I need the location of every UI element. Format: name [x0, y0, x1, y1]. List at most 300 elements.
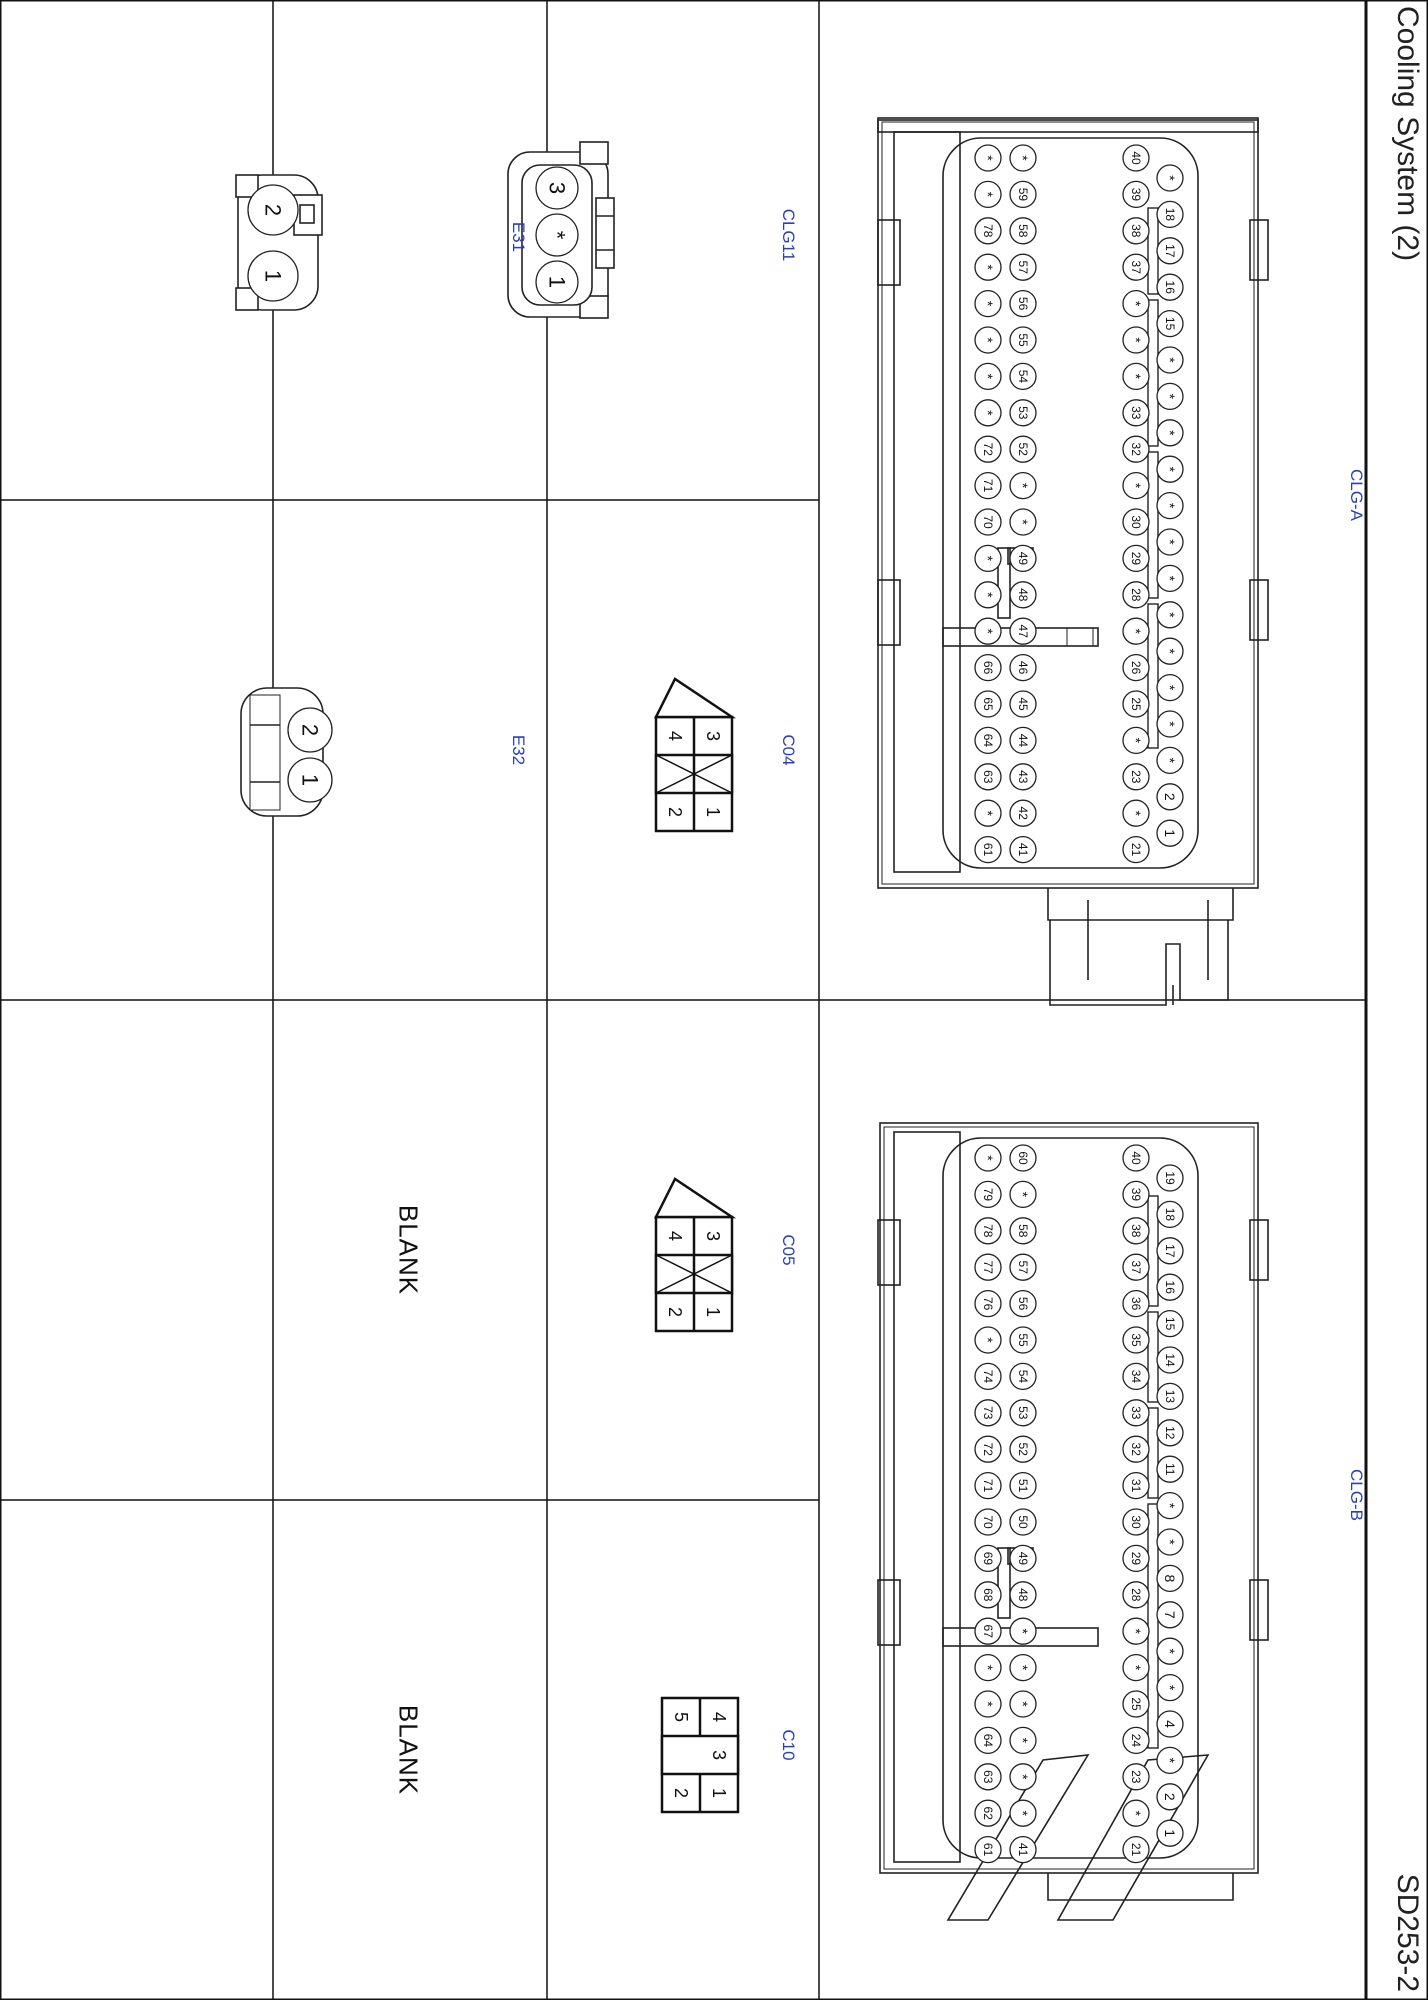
clg-a-pin-row3-19-label: *: [1015, 155, 1031, 161]
clg-a-slot-3: [1148, 452, 1158, 598]
clg-a-pin-row3-18-label: 59: [1016, 187, 1030, 202]
clg-a-pin-row3-15: [1010, 291, 1036, 317]
clg-b-pin-row4-10-label: 71: [981, 1478, 995, 1493]
clg-b-pin-row2-11: [1123, 1436, 1149, 1462]
clg-b-pin-row4-5-label: *: [980, 1664, 996, 1671]
e32-pin-1: [288, 708, 332, 752]
clg-b-pin-row1-1-label: 2: [1162, 1792, 1178, 1801]
clg-b-pin-row3-13-label: 54: [1016, 1369, 1030, 1384]
clg-b-pin-row1-17-label: 18: [1163, 1207, 1177, 1222]
c05-label: C05: [779, 1234, 798, 1266]
clg-a-pin-row3-0: [1010, 837, 1036, 863]
clg-a-pin-row4-7-label: *: [980, 592, 996, 598]
clg-b-tab-left: [1250, 1220, 1268, 1280]
clg-a-pin-row4-3: [975, 727, 1001, 753]
clg-b-pin-row1-4: [1157, 1675, 1183, 1701]
clg-a-pin-row3-4: [1010, 691, 1036, 717]
clg-a-pin-row2-4-label: 25: [1129, 697, 1143, 711]
clg-b-pin-row3-1: [1010, 1800, 1036, 1826]
clg-b-pin-row1-0: [1157, 1820, 1183, 1846]
clg-a-pin-row2-13: [1123, 363, 1149, 389]
c05-pin-1: 1: [703, 1306, 723, 1318]
clg-a-label: CLG-A: [1347, 469, 1366, 521]
clg-a-pin-row4-6: [975, 618, 1001, 644]
clg-a-pin-row2-8-label: 29: [1129, 551, 1143, 566]
clg-a-pin-row1-8: [1157, 529, 1183, 555]
c10-label: C10: [779, 1729, 798, 1761]
clg-b-pin-row3-10-label: 51: [1016, 1478, 1030, 1493]
clg-b-pin-row1-3: [1157, 1711, 1183, 1737]
clg-a-pin-row2-19-label: 40: [1129, 151, 1143, 165]
clg-b-pin-row4-9: [975, 1509, 1001, 1535]
clg-b-pin-row2-9-label: 30: [1129, 1515, 1143, 1529]
clg-a-housing: [878, 118, 1268, 1005]
c04-pin-3: 2: [665, 806, 685, 818]
clg-a-pin-row2-18-label: 39: [1129, 187, 1143, 202]
clg-b-pin-row1-11-label: 12: [1163, 1426, 1177, 1440]
clg-b-pin-row2-1: [1123, 1800, 1149, 1826]
clg-a-pin-row2-16-label: 37: [1129, 260, 1143, 274]
clg-b-pin-row2-7-label: 28: [1129, 1588, 1143, 1602]
c04-label: C04: [779, 734, 798, 766]
clg-a-pin-row1-8-label: *: [1162, 539, 1178, 545]
clg-a-pin-row4-17-label: 78: [981, 224, 995, 238]
e31-pin-0-label: 1: [260, 269, 286, 283]
clg-b-pin-row1-16-label: 17: [1163, 1244, 1177, 1258]
clg-b-pin-row1-1: [1157, 1784, 1183, 1810]
clg-b-pin-row2-5-label: *: [1128, 1664, 1144, 1671]
clg-b-pin-row3-17-label: 58: [1016, 1224, 1030, 1238]
clg-a-pin-row3-14-label: 55: [1016, 333, 1030, 347]
clg-b-pin-row2-12: [1123, 1400, 1149, 1426]
clg-b-pin-row1-15: [1157, 1274, 1183, 1300]
clg-b-pin-row1-18-label: 19: [1163, 1171, 1177, 1185]
clg-b-pin-row4-12-label: 73: [981, 1406, 995, 1420]
clg-a-pin-row2-19: [1123, 145, 1149, 171]
clg-b-pin-row4-14-label: *: [980, 1337, 996, 1343]
clg-b-pin-row1-5: [1157, 1638, 1183, 1664]
clg-a-pin-row1-10-label: *: [1162, 466, 1178, 472]
clg-a-pin-row1-12: [1157, 383, 1183, 409]
clg-b-pin-row2-14-label: 35: [1129, 1333, 1143, 1347]
clg-a-pin-row3-14: [1010, 327, 1036, 353]
clg-b-pin-row2-5: [1123, 1655, 1149, 1681]
clg-b-pin-row3-8-label: 49: [1016, 1551, 1030, 1566]
clg-a-pin-row2-15-label: *: [1128, 300, 1144, 307]
clg-a-pin-row4-9-label: 70: [981, 515, 995, 529]
clg-a-cavity-rail-2: [1067, 628, 1093, 646]
clg11-pin-row: [536, 167, 578, 303]
clg-a-pin-row4-11-label: 72: [981, 442, 995, 456]
clg-a-pin-row3-12: [1010, 400, 1036, 426]
clg-b-pin-row3-17: [1010, 1218, 1036, 1244]
clg-a-tab-right: [1250, 580, 1268, 640]
clg-a-pin-row4-10-label: 71: [981, 478, 995, 493]
blank-cell-1: BLANK: [393, 1204, 424, 1296]
clg-a-pin-row1-13-label: *: [1162, 357, 1178, 363]
clg-b-pin-row1-6: [1157, 1602, 1183, 1628]
clg-a-pin-row2-12: [1123, 400, 1149, 426]
clg-a-pin-row2-0: [1123, 837, 1149, 863]
clg-a-pin-row4-6-label: *: [980, 628, 996, 634]
clg-b-pin-row2-0-label: 21: [1129, 1842, 1143, 1857]
clg-a-pin-row1-5: [1157, 638, 1183, 664]
clg-a-pin-row3-8: [1010, 545, 1036, 571]
clg11-ear-left: [580, 142, 608, 164]
clg-b-pin-row1-13-label: 14: [1163, 1353, 1177, 1367]
page-title: Cooling System (2): [1391, 6, 1424, 262]
clg-b-pin-row4-16: [975, 1254, 1001, 1280]
e32-latch: [250, 695, 280, 810]
clg-a-pin-row4-8: [975, 545, 1001, 571]
clg-b-pin-row4-0: [975, 1837, 1001, 1863]
clg-a-tab-left: [1250, 220, 1268, 280]
clg-a-pin-row3-16: [1010, 254, 1036, 280]
clg-a-pin-row4-9: [975, 509, 1001, 535]
clg-a-pin-row4-0: [975, 837, 1001, 863]
clg-a-pin-row2-7: [1123, 582, 1149, 608]
clg-b-pin-row3-18-label: *: [1015, 1191, 1031, 1198]
clg-a-pin-row1-14: [1157, 311, 1183, 337]
clg-b-pin-row2-0: [1123, 1837, 1149, 1863]
clg-b-pin-row3-16-label: 57: [1016, 1260, 1030, 1274]
clg-a-pin-row1-16: [1157, 238, 1183, 264]
clg-b-pin-row4-17: [975, 1218, 1001, 1244]
clg-b-pin-row2-19: [1123, 1145, 1149, 1171]
clg-a-pin-row4-7: [975, 582, 1001, 608]
clg-b-pin-row4-15-label: 76: [981, 1296, 995, 1311]
e31-latch-window: [300, 205, 314, 223]
clg-a-pin-row4-14: [975, 327, 1001, 353]
clg-b-latch-left: [878, 1220, 900, 1285]
clg-a-pin-row4-13-label: *: [980, 373, 996, 380]
clg-a-pin-row2-17-label: 38: [1129, 224, 1143, 238]
clg-a-pin-row4-2-label: 63: [981, 770, 995, 784]
clg-b-pin-row3-15-label: 56: [1016, 1296, 1030, 1311]
clg-b-pin-row4-7-label: 68: [981, 1588, 995, 1602]
clg-b-pin-row4-18: [975, 1181, 1001, 1207]
clg-b-pin-row4-13: [975, 1363, 1001, 1389]
clg-a-pin-row3-8-label: 49: [1016, 551, 1030, 566]
clg-a-pin-row1-18-label: *: [1162, 175, 1178, 181]
clg-a-pin-row2-5: [1123, 655, 1149, 681]
clg-b-pin-row3-13: [1010, 1363, 1036, 1389]
clg-a-pin-row2-15: [1123, 291, 1149, 317]
clg-b-pin-row1-5-label: *: [1162, 1648, 1178, 1654]
clg-b-pin-row3-3-label: *: [1015, 1737, 1031, 1744]
clg-b-pin-row2-2: [1123, 1764, 1149, 1790]
clg-a-pin-row2-5-label: 26: [1129, 660, 1143, 675]
clg-b-pin-row3-19-label: 60: [1016, 1151, 1030, 1165]
clg-b-pin-row4-15: [975, 1291, 1001, 1317]
clg-b-pin-row3-2: [1010, 1764, 1036, 1790]
clg-a-pin-row2-3: [1123, 727, 1149, 753]
clg-a-pin-row4-3-label: 64: [981, 733, 995, 748]
clg-a-pin-row3-2: [1010, 764, 1036, 790]
clg-b-pin-row1-18: [1157, 1165, 1183, 1191]
clg11-pin-0-label: 1: [544, 275, 570, 289]
clg-b-outer-shell: [880, 1123, 1258, 1873]
clg-b-pin-row3-15: [1010, 1291, 1036, 1317]
clg-a-pin-row3-10: [1010, 473, 1036, 499]
clg-b-pin-row1-12: [1157, 1383, 1183, 1409]
clg-a-pin-row1-0: [1157, 820, 1183, 846]
clg-a-slot-4: [1148, 604, 1158, 748]
clg-a-pin-row4-5: [975, 655, 1001, 681]
clg-a-pin-row2-4: [1123, 691, 1149, 717]
clg-a-pin-row2-14-label: *: [1128, 337, 1144, 343]
clg-a-pin-row1-2: [1157, 747, 1183, 773]
clg-b-pin-row2-15-label: 36: [1129, 1296, 1143, 1311]
clg-b-pin-row4-19-label: *: [980, 1155, 996, 1161]
clg-b-pin-row3-5-label: *: [1015, 1664, 1031, 1671]
clg-b-pin-row2-15: [1123, 1291, 1149, 1317]
c04-pin-0: 3: [703, 730, 723, 742]
clg-a-pin-row3-6: [1010, 618, 1036, 644]
clg-a-pin-row2-18: [1123, 181, 1149, 207]
clg11-label: CLG11: [779, 208, 798, 262]
clg-a-pin-row2-9: [1123, 509, 1149, 535]
clg-b-pin-row2-17-label: 38: [1129, 1224, 1143, 1238]
clg-a-pin-row3-19: [1010, 145, 1036, 171]
clg-a-pin-row1-1: [1157, 784, 1183, 810]
clg-b-pin-row3-5: [1010, 1655, 1036, 1681]
clg-a-pin-row4-12: [975, 400, 1001, 426]
clg-a-pin-row3-18: [1010, 181, 1036, 207]
clg-b-pin-row2-11-label: 32: [1129, 1442, 1143, 1456]
clg-a-pin-row2-1-label: *: [1128, 810, 1144, 816]
clg11-latch: [596, 198, 614, 268]
clg-a-pin-row3-11: [1010, 436, 1036, 462]
clg-a-pin-row1-14-label: 15: [1163, 316, 1177, 331]
clg-a-pin-row1-3: [1157, 711, 1183, 737]
clg-a-pin-row2-0-label: 21: [1129, 842, 1143, 857]
clg-b-pin-row1-2-label: *: [1162, 1757, 1178, 1764]
clg-a-pin-row1-13: [1157, 347, 1183, 373]
clg-b-pin-row1-3-label: 4: [1162, 1720, 1178, 1728]
clg-b-pin-row1-4-label: *: [1162, 1684, 1178, 1691]
clg-b-pin-row4-19: [975, 1145, 1001, 1171]
clg-b-pin-row2-17: [1123, 1218, 1149, 1244]
clg-a-pin-row2-10-label: *: [1128, 482, 1144, 489]
clg-b-pin-row3-3: [1010, 1727, 1036, 1753]
clg-a-pin-row3-7-label: 48: [1016, 588, 1030, 602]
clg-a-pin-row3-10-label: *: [1015, 482, 1031, 489]
clg-a-pin-row2-10: [1123, 473, 1149, 499]
clg-b-pin-row3-6: [1010, 1618, 1036, 1644]
clg-b-pin-row2-8: [1123, 1545, 1149, 1571]
c10-pin-0: 4: [709, 1711, 729, 1723]
clg-b-pin-row1-10-label: 11: [1163, 1462, 1177, 1476]
clg-b-pin-row1-14: [1157, 1311, 1183, 1337]
clg-b-pin-row4-7: [975, 1582, 1001, 1608]
e32-pin-0: [288, 758, 332, 802]
clg-b-latch-right: [878, 1580, 900, 1645]
clg-b-pin-row2-18: [1123, 1181, 1149, 1207]
clg-a-pin-row2-12-label: 33: [1129, 406, 1143, 420]
clg-b-pin-row1-0-label: 1: [1162, 1829, 1178, 1838]
clg-b-housing: [878, 1123, 1268, 1920]
clg-b-pin-row1-17: [1157, 1201, 1183, 1227]
clg-a-pin-row4-19-label: *: [980, 155, 996, 161]
clg-b-pin-row1-8-label: *: [1162, 1539, 1178, 1545]
clg-a-pin-row4-0-label: 61: [981, 842, 995, 857]
clg-b-pin-row4-4: [975, 1691, 1001, 1717]
c04-chamfer: [656, 679, 732, 717]
clg-b-pin-row2-13-label: 34: [1129, 1369, 1143, 1384]
clg-a-pin-row3-6-label: 47: [1016, 624, 1030, 638]
clg-a-pin-row1-16-label: 17: [1163, 244, 1177, 258]
e32-pin-1-label: 2: [297, 723, 323, 737]
clg-b-pin-row2-7: [1123, 1582, 1149, 1608]
clg-b-pin-row4-2: [975, 1764, 1001, 1790]
clg-a-pin-row1-12-label: *: [1162, 393, 1178, 400]
clg-b-pin-row2-9: [1123, 1509, 1149, 1535]
clg-a-pin-row1-4: [1157, 675, 1183, 701]
clg-b-pin-row4-8: [975, 1545, 1001, 1571]
clg-a-pin-row3-3-label: 44: [1016, 733, 1030, 748]
clg-a-pin-row4-1-label: *: [980, 810, 996, 816]
clg-a-pin-row3-13-label: 54: [1016, 369, 1030, 384]
clg-a-lever-guides: [1088, 900, 1208, 980]
clg-b-pin-row3-4: [1010, 1691, 1036, 1717]
clg-a-pin-row1-11: [1157, 420, 1183, 446]
clg-b-pin-row3-2-label: *: [1015, 1774, 1031, 1780]
c05-pin-block: [656, 1179, 732, 1331]
e32-label: E32: [509, 734, 528, 766]
clg-a-pin-row4-12-label: *: [980, 410, 996, 416]
clg-a-pin-row1-1-label: 2: [1162, 792, 1178, 801]
clg-b-pin-row3-9: [1010, 1509, 1036, 1535]
clg-b-pin-row1-11: [1157, 1420, 1183, 1446]
clg-b-pin-row3-10: [1010, 1473, 1036, 1499]
clg-a-pin-row4-14-label: *: [980, 337, 996, 343]
clg-b-tab-right: [1250, 1580, 1268, 1640]
clg-a-release-lever: [1048, 888, 1233, 920]
clg-a-pin-row1-9-label: *: [1162, 502, 1178, 509]
clg-a-pin-row4-10: [975, 473, 1001, 499]
clg-a-latch-left: [878, 220, 900, 285]
clg-b-pin-row4-12: [975, 1400, 1001, 1426]
clg-b-pin-row4-6-label: 67: [981, 1624, 995, 1638]
clg-b-pin-row3-4-label: *: [1015, 1701, 1031, 1707]
clg-b-pin-row2-6: [1123, 1618, 1149, 1644]
clg-a-pin-row1-3-label: *: [1162, 721, 1178, 727]
clg-a-pin-row4-18: [975, 181, 1001, 207]
clg11-pin-2: [536, 167, 578, 209]
clg-b-pin-row1-7-label: 8: [1162, 1574, 1178, 1583]
clg-a-pin-row2-14: [1123, 327, 1149, 353]
c10-pin-4: 2: [671, 1787, 691, 1799]
clg-b-pin-row4-5: [975, 1655, 1001, 1681]
clg11-pin-1: [536, 214, 578, 256]
clg-b-pin-row2-10-label: 31: [1129, 1478, 1143, 1493]
clg-a-pin-row2-13-label: *: [1128, 373, 1144, 380]
clg-b-pin-row4-9-label: 70: [981, 1515, 995, 1529]
clg-a-pin-row3-1: [1010, 800, 1036, 826]
clg-b-pin-row4-1-label: 62: [981, 1806, 995, 1820]
clg-b-pin-row2-18-label: 39: [1129, 1187, 1143, 1202]
clg-a-pin-row4-1: [975, 800, 1001, 826]
c04-pin-2: 4: [665, 730, 685, 742]
clg-b-pin-row4-10: [975, 1473, 1001, 1499]
clg-a-pin-row2-6-label: *: [1128, 628, 1144, 634]
c10-pin-1: 1: [709, 1787, 729, 1799]
clg-a-pin-row4-15-label: *: [980, 300, 996, 307]
clg-a-pin-row3-1-label: 42: [1016, 806, 1030, 820]
clg-b-pin-row1-9: [1157, 1493, 1183, 1519]
clg-b-pin-row1-12-label: 13: [1163, 1389, 1177, 1404]
clg-a-pin-row4-18-label: *: [980, 191, 996, 198]
clg-b-pin-row1-6-label: 7: [1162, 1610, 1178, 1619]
clg-a-pin-row1-17-label: 18: [1163, 207, 1177, 222]
clg-a-pin-row3-2-label: 43: [1016, 770, 1030, 784]
clg-a-pin-row2-2: [1123, 764, 1149, 790]
e31-pin-1: [248, 185, 298, 235]
c10-pin-2: 3: [709, 1749, 729, 1761]
clg-b-pin-row2-8-label: 29: [1129, 1551, 1143, 1566]
clg-a-pin-row3-5-label: 46: [1016, 660, 1030, 675]
clg-b-pin-row2-16: [1123, 1254, 1149, 1280]
clg-b-pin-row4-17-label: 78: [981, 1224, 995, 1238]
clg-b-pin-row4-11-label: 72: [981, 1442, 995, 1456]
c04-pin-block: [656, 679, 732, 831]
clg-a-pin-row2-17: [1123, 218, 1149, 244]
clg-b-pin-row3-1-label: *: [1015, 1810, 1031, 1816]
clg-b-pin-row4-4-label: *: [980, 1701, 996, 1707]
clg-a-pin-row1-7: [1157, 565, 1183, 591]
c05-pin-0: 3: [703, 1230, 723, 1242]
clg-b-pin-row2-10: [1123, 1473, 1149, 1499]
clg-b-pin-row1-9-label: *: [1162, 1502, 1178, 1509]
clg-a-pin-row1-7-label: *: [1162, 575, 1178, 582]
clg-a-outer-shell: [878, 118, 1258, 888]
clg-a-pin-row4-11: [975, 436, 1001, 462]
clg-b-pin-row4-13-label: 74: [981, 1369, 995, 1384]
clg-a-pin-row3-7: [1010, 582, 1036, 608]
clg-b-pin-row4-18-label: 79: [981, 1187, 995, 1202]
clg-b-pin-row3-11: [1010, 1436, 1036, 1462]
e31-pin-1-label: 2: [260, 203, 286, 217]
clg11-pin-1-label: *: [544, 230, 570, 240]
clg-b-pin-row3-6-label: *: [1015, 1628, 1031, 1634]
clg-a-pin-row2-6: [1123, 618, 1149, 644]
clg-b-pin-row3-0: [1010, 1837, 1036, 1863]
clg-b-center-slots: [1148, 1196, 1158, 1748]
clg-a-pin-row1-15: [1157, 274, 1183, 300]
clg-b-pin-row2-2-label: 23: [1129, 1770, 1143, 1784]
clg11-pin-0: [536, 261, 578, 303]
clg-b-lower-body: [894, 1132, 960, 1862]
clg-a-pin-row1-6: [1157, 602, 1183, 628]
clg-b-pin-row1-13: [1157, 1347, 1183, 1373]
clg-b-pin-row2-4: [1123, 1691, 1149, 1717]
clg-a-pin-row1-11-label: *: [1162, 430, 1178, 436]
clg-b-pin-row3-7: [1010, 1582, 1036, 1608]
clg-a-pin-row1-0-label: 1: [1162, 829, 1178, 838]
clg-b-pin-row2-13: [1123, 1363, 1149, 1389]
clg-a-pin-row1-6-label: *: [1162, 612, 1178, 618]
clg-a-pin-row1-17: [1157, 201, 1183, 227]
clg-a-pin-row4-19: [975, 145, 1001, 171]
clg-b-pin-row3-14: [1010, 1327, 1036, 1353]
clg-a-latch-right: [878, 580, 900, 645]
clg-b-pin-row4-0-label: 61: [981, 1842, 995, 1857]
clg-b-pin-row3-8: [1010, 1545, 1036, 1571]
clg-b-pin-row1-10: [1157, 1456, 1183, 1482]
clg-a-pin-row2-2-label: 23: [1129, 770, 1143, 784]
clg-a-pin-row4-8-label: *: [980, 555, 996, 562]
